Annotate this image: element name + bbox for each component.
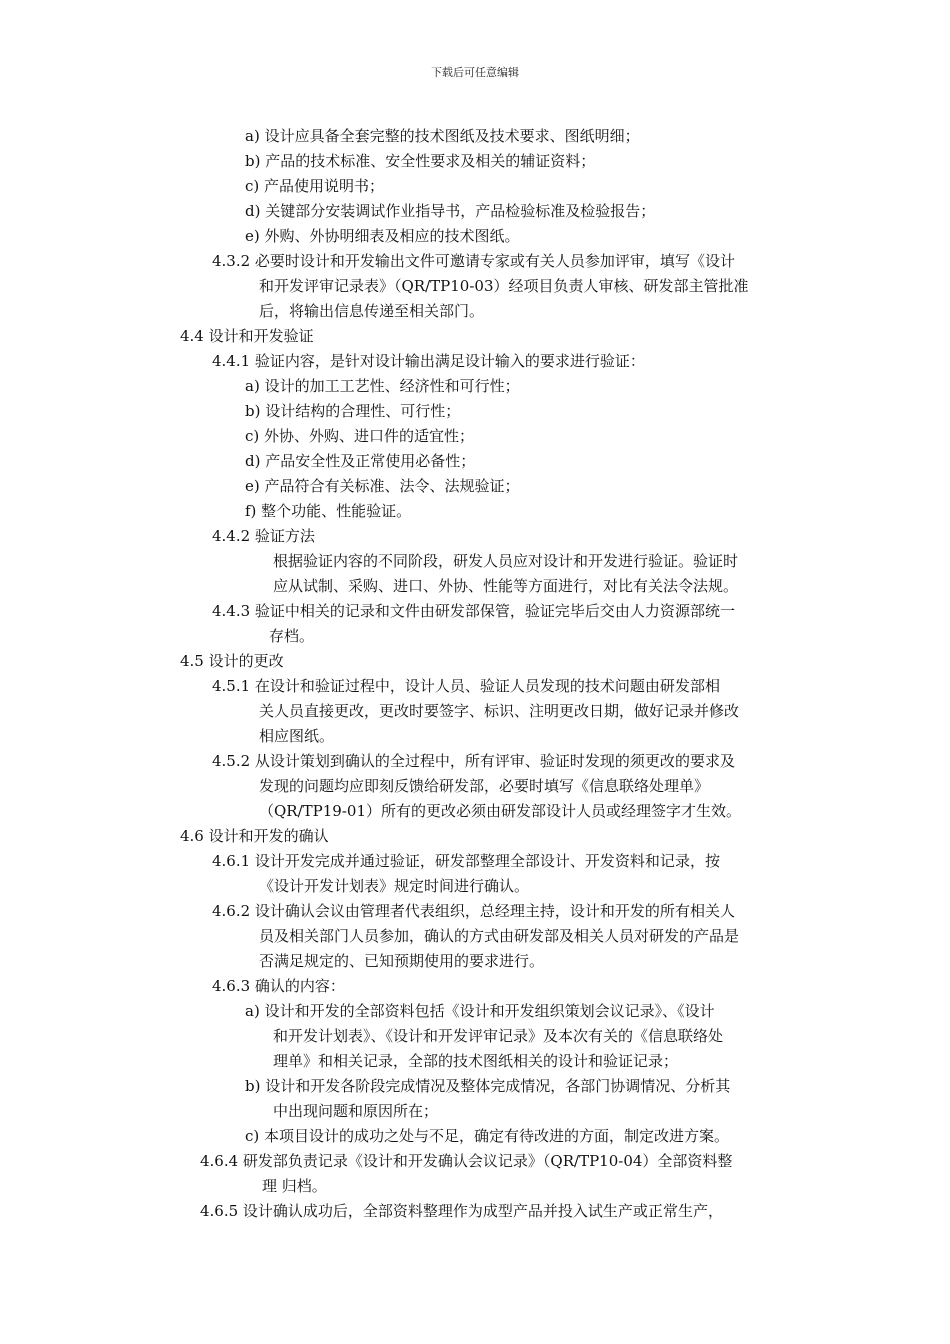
text-line: e) 外购、外协明细表及相应的技术图纸。 [245, 227, 520, 245]
text-line: 4.6.4 研发部负责记录《设计和开发确认会议记录》（QR/TP10-04）全部资料整 [200, 1152, 733, 1170]
text-line: b) 产品的技术标准、安全性要求及相关的辅证资料； [245, 152, 596, 170]
text-line: 4.6.1 设计开发完成并通过验证，研发部整理全部设计、开发资料和记录，按 [212, 852, 720, 870]
text-line: 存档。 [269, 627, 315, 645]
text-line: f) 整个功能、性能验证。 [245, 502, 412, 520]
text-line: 4.6.5 设计确认成功后，全部资料整理作为成型产品并投入试生产或正常生产， [200, 1202, 723, 1220]
text-line: a) 设计应具备全套完整的技术图纸及技术要求、图纸明细； [245, 127, 640, 145]
text-line: c) 本项目设计的成功之处与不足，确定有待改进的方面，制定改进方案。 [245, 1127, 730, 1145]
text-line: 4.5.2 从设计策划到确认的全过程中，所有评审、验证时发现的须更改的要求及 [212, 752, 735, 770]
section-heading: 4.4 设计和开发验证 [180, 327, 314, 345]
text-line: b) 设计和开发各阶段完成情况及整体完成情况，各部门协调情况、分析其 [245, 1077, 731, 1095]
text-line: 4.4.3 验证中相关的记录和文件由研发部保管，验证完毕后交由人力资源部统一 [212, 602, 735, 620]
text-line: b) 设计结构的合理性、可行性； [245, 402, 461, 420]
text-line: 4.3.2 必要时设计和开发输出文件可邀请专家或有关人员参加评审，填写《设计 [212, 252, 735, 270]
text-line: 4.5.1 在设计和验证过程中，设计人员、验证人员发现的技术问题由研发部相 [212, 677, 720, 695]
text-line: 相应图纸。 [259, 727, 335, 745]
text-line: 根据验证内容的不同阶段，研发人员应对设计和开发进行验证。验证时 [273, 552, 739, 570]
text-line: d) 产品安全性及正常使用必备性； [245, 452, 476, 470]
text-line: c) 外协、外购、进口件的适宜性； [245, 427, 475, 445]
text-line: 中出现问题和原因所在； [273, 1102, 439, 1120]
text-line: a) 设计和开发的全部资料包括《设计和开发组织策划会议记录》、《设计 [245, 1002, 715, 1020]
text-line: 理 归档。 [262, 1177, 327, 1195]
text-line: 4.4.1 验证内容，是针对设计输出满足设计输入的要求进行验证： [212, 352, 645, 370]
text-line: a) 设计的加工工艺性、经济性和可行性； [245, 377, 520, 395]
text-line: 和开发评审记录表》（QR/TP10-03）经项目负责人审核、研发部主管批准 [259, 277, 749, 295]
page-header: 下载后可任意编辑 [431, 66, 519, 79]
text-line: 员及相关部门人员参加，确认的方式由研发部及相关人员对研发的产品是 [259, 927, 740, 945]
text-line: 和开发计划表》、《设计和开发评审记录》及本次有关的《信息联络处 [273, 1027, 724, 1045]
text-line: 4.4.2 验证方法 [212, 527, 315, 545]
text-line: 关人员直接更改，更改时要签字、标识、注明更改日期，做好记录并修改 [259, 702, 740, 720]
text-line: d) 关键部分安装调试作业指导书，产品检验标准及检验报告； [245, 202, 656, 220]
text-line: 应从试制、采购、进口、外协、性能等方面进行，对比有关法令法规。 [273, 577, 739, 595]
section-heading: 4.5 设计的更改 [180, 652, 284, 670]
text-line: 后，将输出信息传递至相关部门。 [259, 302, 485, 320]
section-heading: 4.6 设计和开发的确认 [180, 827, 329, 845]
text-line: c) 产品使用说明书； [245, 177, 385, 195]
text-line: 发现的问题均应即刻反馈给研发部，必要时填写《信息联络处理单》 [259, 777, 710, 795]
text-line: 否满足规定的、已知预期使用的要求进行。 [259, 952, 545, 970]
text-line: 理单》和相关记录，全部的技术图纸相关的设计和验证记录； [273, 1052, 679, 1070]
text-line: 4.6.2 设计确认会议由管理者代表组织，总经理主持，设计和开发的所有相关人 [212, 902, 735, 920]
text-line: 《设计开发计划表》规定时间进行确认。 [259, 877, 530, 895]
text-line: （QR/TP19-01）所有的更改必须由研发部设计人员或经理签字才生效。 [259, 802, 741, 820]
text-line: 4.6.3 确认的内容： [212, 977, 345, 995]
text-line: e) 产品符合有关标准、法令、法规验证； [245, 477, 520, 495]
